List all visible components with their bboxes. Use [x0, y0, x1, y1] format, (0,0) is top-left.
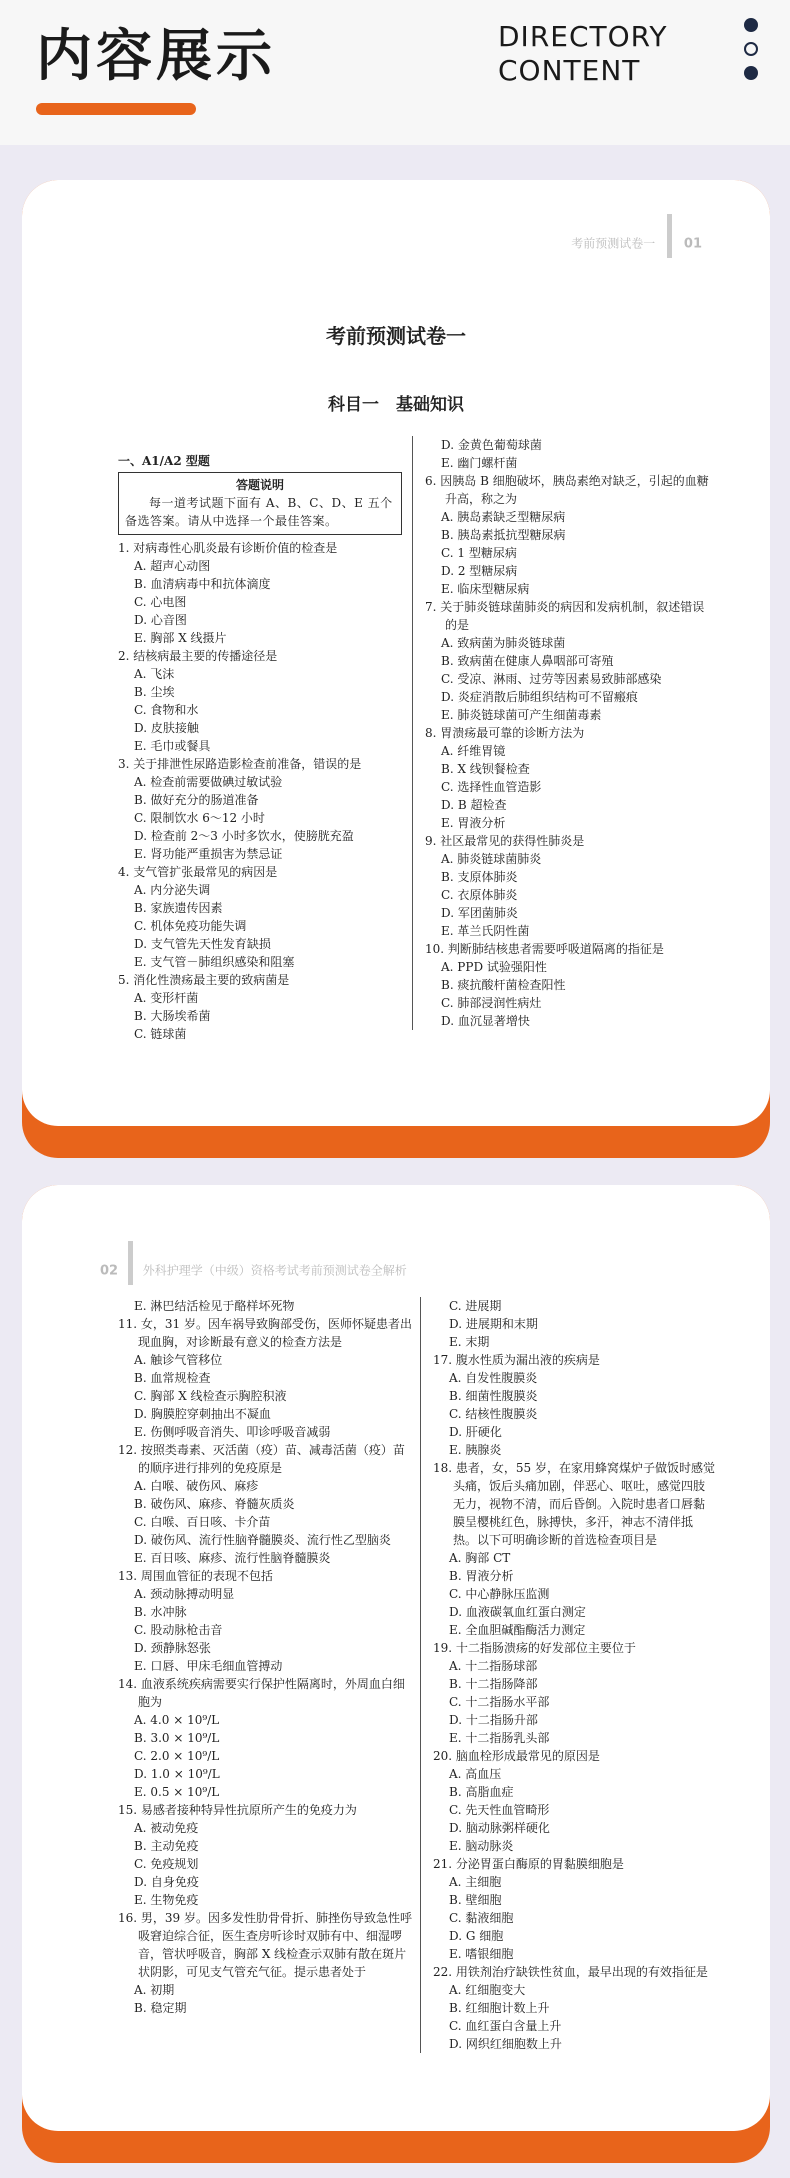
question-item: [425, 598, 712, 724]
question-option: C. 限制饮水 6～12 小时: [134, 811, 265, 825]
page-card-1: [22, 180, 770, 1158]
question-option: E. 临床型糖尿病: [441, 582, 530, 596]
question-option: B. 稳定期: [134, 2001, 187, 2015]
paper-title: 考前预测试卷一: [326, 324, 466, 348]
question-option: D. 十二指肠升部: [449, 1713, 538, 1727]
question-option: D. 炎症消散后肺组织结构可不留瘢痕: [441, 690, 638, 704]
question-option: D. 皮肤接触: [134, 721, 199, 735]
question-option: B. 水冲脉: [134, 1605, 187, 1619]
question-item: [425, 832, 712, 940]
question-stem: 3. 关于排泄性尿路造影检查前准备，错误的是: [118, 757, 362, 771]
question-option: C. 股动脉枪击音: [134, 1623, 223, 1637]
question-option: A. PPD 试验强阳性: [441, 960, 547, 974]
running-head-1: [571, 222, 702, 266]
question-option: C. 进展期: [449, 1299, 502, 1313]
header-accent-bar: [36, 103, 196, 115]
page1-right-column: [412, 436, 712, 1030]
question-stem: 18. 患者，女，55 岁，在家用蜂窝煤炉子做饭时感觉头痛，饭后头痛加剧，伴恶心、呕吐，感觉四肢无力，视物不清，而后昏倒。入院时患者口唇黏膜呈樱桃红色，脉搏快，多汗，神志不清伴抵热。以下可明确诊断的首选检查项目是: [433, 1461, 715, 1547]
question-option: C. 黏液细胞: [449, 1911, 514, 1925]
question-option: B. 尘埃: [134, 685, 175, 699]
question-option: C. 1 型糖尿病: [441, 546, 517, 560]
page-card-2-paper: [22, 1185, 770, 2131]
question-option: B. 胰岛素抵抗型糖尿病: [441, 528, 566, 542]
question-list: [118, 1315, 412, 2017]
header-subtitle-line1: DIRECTORY: [498, 20, 668, 53]
instruction-box: [118, 472, 402, 535]
page-card-2: [22, 1185, 770, 2163]
question-option: E. 0.5 × 10⁹/L: [134, 1785, 220, 1799]
continued-options: [425, 436, 712, 472]
question-option: E. 口唇、甲床毛细血管搏动: [134, 1659, 283, 1673]
question-option: B. 痰抗酸杆菌检查阳性: [441, 978, 566, 992]
question-item: [118, 971, 402, 1043]
question-option: D. 金黄色葡萄球菌: [441, 438, 542, 452]
question-option: E. 脑动脉炎: [449, 1839, 514, 1853]
question-option: D. 支气管先天性发育缺损: [134, 937, 271, 951]
question-stem: 20. 脑血栓形成最常见的原因是: [433, 1749, 600, 1763]
question-option: A. 初期: [134, 1983, 175, 1997]
question-option: A. 检查前需要做碘过敏试验: [134, 775, 283, 789]
question-option: B. 血清病毒中和抗体滴度: [134, 577, 271, 591]
question-option: E. 胃液分析: [441, 816, 506, 830]
question-list: [433, 1351, 716, 2053]
page-header: [0, 0, 790, 145]
pager-dot-icon[interactable]: [744, 18, 758, 32]
question-option: E. 百日咳、麻疹、流行性脑脊髓膜炎: [134, 1551, 331, 1565]
running-head-text: 外科护理学（中级）资格考试考前预测试卷全解析: [142, 1263, 407, 1278]
question-stem: 22. 用铁剂治疗缺铁性贫血，最早出现的有效指征是: [433, 1965, 708, 1979]
question-stem: 5. 消化性溃疡最主要的致病菌是: [118, 973, 290, 987]
question-option: C. 选择性血管造影: [441, 780, 542, 794]
question-option: E. 支气管－肺组织感染和阻塞: [134, 955, 295, 969]
question-option: A. 十二指肠球部: [449, 1659, 538, 1673]
question-option: C. 心电图: [134, 595, 187, 609]
instruction-text: 每一道考试题下面有 A、B、C、D、E 五个备选答案。请从中选择一个最佳答案。: [125, 496, 393, 528]
continued-options: [118, 1297, 412, 1315]
question-stem: 15. 易感者接种特异性抗原所产生的免疫力为: [118, 1803, 357, 1817]
question-stem: 16. 男，39 岁。因多发性肋骨骨折、肺挫伤导致急性呼吸窘迫综合征，医生查房听诊时双肺有中、细湿啰音，管状呼吸音，胸部 X 线检查示双肺有散在斑片状阴影，可见支气管充气征。提示患者处于: [118, 1911, 412, 1979]
question-option: A. 肺炎链球菌肺炎: [441, 852, 542, 866]
question-option: A. 触诊气管移位: [134, 1353, 223, 1367]
question-option: E. 革兰氏阴性菌: [441, 924, 530, 938]
question-option: C. 胸部 X 线检查示胸腔积液: [134, 1389, 287, 1403]
question-option: B. 致病菌在健康人鼻咽部可寄殖: [441, 654, 614, 668]
question-option: E. 肾功能严重损害为禁忌证: [134, 847, 283, 861]
question-option: A. 白喉、破伤风、麻疹: [134, 1479, 259, 1493]
question-option: E. 肺炎链球菌可产生细菌毒素: [441, 708, 602, 722]
question-option: C. 2.0 × 10⁹/L: [134, 1749, 220, 1763]
question-option: A. 超声心动图: [134, 559, 211, 573]
pager-dots: [744, 18, 760, 90]
section-title: 一、A1/A2 型题: [118, 454, 210, 468]
question-option: D. 检查前 2～3 小时多饮水，使膀胱充盈: [134, 829, 354, 843]
header-subtitle-en: [498, 20, 667, 88]
question-item: [433, 1459, 716, 1639]
question-option: A. 变形杆菌: [134, 991, 199, 1005]
question-item: [433, 1747, 716, 1855]
question-item: [425, 472, 712, 598]
page-card-1-paper: [22, 180, 770, 1126]
question-option: B. 细菌性腹膜炎: [449, 1389, 538, 1403]
question-option: C. 先天性血管畸形: [449, 1803, 550, 1817]
question-option: E. 胸部 X 线摄片: [134, 631, 227, 645]
question-option: D. G 细胞: [449, 1929, 504, 1943]
question-item: [118, 539, 402, 647]
question-item: [118, 1801, 412, 1909]
question-option: E. 淋巴结活检见于酪样坏死物: [134, 1299, 295, 1313]
question-item: [118, 1909, 412, 2017]
question-item: [118, 647, 402, 755]
question-option: D. 军团菌肺炎: [441, 906, 518, 920]
question-option: E. 十二指肠乳头部: [449, 1731, 550, 1745]
question-stem: 14. 血液系统疾病需要实行保护性隔离时，外周血白细胞为: [118, 1677, 405, 1709]
question-item: [425, 724, 712, 832]
question-item: [118, 755, 402, 863]
question-option: B. 十二指肠降部: [449, 1677, 538, 1691]
question-stem: 13. 周围血管征的表现不包括: [118, 1569, 273, 1583]
question-option: C. 白喉、百日咳、卡介苗: [134, 1515, 271, 1529]
question-option: A. 高血压: [449, 1767, 502, 1781]
question-option: B. 高脂血症: [449, 1785, 514, 1799]
question-option: D. 自身免疫: [134, 1875, 199, 1889]
question-option: D. B 超检查: [441, 798, 507, 812]
page-number: 01: [683, 236, 702, 252]
question-item: [118, 1441, 412, 1567]
continued-options: [433, 1297, 716, 1351]
question-option: B. 支原体肺炎: [441, 870, 518, 884]
question-option: E. 嗜银细胞: [449, 1947, 514, 1961]
question-option: A. 内分泌失调: [134, 883, 211, 897]
question-option: C. 机体免疫功能失调: [134, 919, 247, 933]
question-stem: 10. 判断肺结核患者需要呼吸道隔离的指征是: [425, 942, 664, 956]
question-item: [118, 863, 402, 971]
question-option: D. 网织红细胞数上升: [449, 2037, 562, 2051]
question-item: [118, 1675, 412, 1801]
question-option: D. 颈静脉怒张: [134, 1641, 211, 1655]
question-option: B. 主动免疫: [134, 1839, 199, 1853]
question-option: C. 血红蛋白含量上升: [449, 2019, 562, 2033]
page2-left-column: [118, 1297, 412, 2017]
question-stem: 11. 女，31 岁。因车祸导致胸部受伤，医师怀疑患者出现血胸，对诊断最有意义的检查方法是: [118, 1317, 412, 1349]
question-option: D. 肝硬化: [449, 1425, 502, 1439]
question-option: D. 胸膜腔穿刺抽出不凝血: [134, 1407, 271, 1421]
question-option: E. 伤侧呼吸音消失、叩诊呼吸音减弱: [134, 1425, 331, 1439]
question-stem: 4. 支气管扩张最常见的病因是: [118, 865, 278, 879]
question-stem: 6. 因胰岛 B 细胞破坏，胰岛素绝对缺乏，引起的血糖升高，称之为: [425, 474, 709, 506]
question-option: D. 脑动脉粥样硬化: [449, 1821, 550, 1835]
question-option: B. 壁细胞: [449, 1893, 502, 1907]
question-list: [425, 472, 712, 1030]
question-option: C. 中心静脉压监测: [449, 1587, 550, 1601]
question-item: [433, 1963, 716, 2053]
paper-subtitle: 科目一 基础知识: [328, 395, 464, 415]
question-option: B. 家族遗传因素: [134, 901, 223, 915]
question-stem: 21. 分泌胃蛋白酶原的胃黏膜细胞是: [433, 1857, 624, 1871]
question-option: D. 心音图: [134, 613, 187, 627]
question-option: D. 进展期和末期: [449, 1317, 538, 1331]
question-option: A. 胰岛素缺乏型糖尿病: [441, 510, 566, 524]
question-stem: 9. 社区最常见的获得性肺炎是: [425, 834, 585, 848]
question-option: A. 纤维胃镜: [441, 744, 506, 758]
question-option: E. 末期: [449, 1335, 490, 1349]
running-head-text: 考前预测试卷一: [571, 236, 656, 251]
question-option: C. 受凉、淋雨、过劳等因素易致肺部感染: [441, 672, 662, 686]
question-option: A. 颈动脉搏动明显: [134, 1587, 235, 1601]
question-option: C. 衣原体肺炎: [441, 888, 518, 902]
question-option: B. X 线钡餐检查: [441, 762, 530, 776]
question-option: B. 红细胞计数上升: [449, 2001, 550, 2015]
page2-right-column: [420, 1297, 716, 2053]
page-number: 02: [100, 1263, 119, 1279]
running-head-bar: [667, 214, 672, 258]
instruction-title: 答题说明: [235, 478, 284, 492]
question-option: C. 肺部浸润性病灶: [441, 996, 542, 1010]
running-head-2: [100, 1249, 407, 1293]
question-item: [118, 1315, 412, 1441]
question-stem: 19. 十二指肠溃疡的好发部位主要位于: [433, 1641, 636, 1655]
question-option: B. 大肠埃希菌: [134, 1009, 211, 1023]
question-option: B. 做好充分的肠道准备: [134, 793, 259, 807]
question-option: D. 2 型糖尿病: [441, 564, 518, 578]
question-stem: 17. 腹水性质为漏出液的疾病是: [433, 1353, 600, 1367]
question-option: B. 胃液分析: [449, 1569, 514, 1583]
question-stem: 1. 对病毒性心肌炎最有诊断价值的检查是: [118, 541, 338, 555]
question-option: B. 血常规检查: [134, 1371, 211, 1385]
question-option: E. 幽门螺杆菌: [441, 456, 518, 470]
header-subtitle-line2: CONTENT: [498, 54, 641, 87]
page1-left-column: [118, 452, 402, 1043]
question-option: E. 生物免疫: [134, 1893, 199, 1907]
question-option: C. 食物和水: [134, 703, 199, 717]
header-title: 内容展示: [36, 24, 276, 89]
question-option: A. 胸部 CT: [449, 1551, 511, 1565]
running-head-bar: [128, 1241, 133, 1285]
question-option: A. 自发性腹膜炎: [449, 1371, 538, 1385]
question-option: A. 红细胞变大: [449, 1983, 526, 1997]
question-option: C. 免疫规划: [134, 1857, 199, 1871]
question-option: C. 结核性腹膜炎: [449, 1407, 538, 1421]
question-option: A. 主细胞: [449, 1875, 502, 1889]
question-stem: 2. 结核病最主要的传播途径是: [118, 649, 278, 663]
question-option: D. 血沉显著增快: [441, 1014, 530, 1028]
question-item: [433, 1855, 716, 1963]
question-option: E. 毛巾或餐具: [134, 739, 211, 753]
question-item: [433, 1351, 716, 1459]
question-option: A. 致病菌为肺炎链球菌: [441, 636, 566, 650]
question-option: A. 飞沫: [134, 667, 175, 681]
question-item: [118, 1567, 412, 1675]
question-item: [433, 1639, 716, 1747]
question-option: A. 4.0 × 10⁹/L: [134, 1713, 220, 1727]
question-option: D. 1.0 × 10⁹/L: [134, 1767, 220, 1781]
question-option: B. 破伤风、麻疹、脊髓灰质炎: [134, 1497, 295, 1511]
question-item: [425, 940, 712, 1030]
pager-dot-icon[interactable]: [744, 66, 758, 80]
question-list: [118, 539, 402, 1043]
question-stem: 12. 按照类毒素、灭活菌（疫）苗、减毒活菌（疫）苗的顺序进行排列的免疫原是: [118, 1443, 405, 1475]
pager-dot-icon[interactable]: [744, 42, 758, 56]
question-option: E. 全血胆碱酯酶活力测定: [449, 1623, 586, 1637]
question-option: C. 十二指肠水平部: [449, 1695, 550, 1709]
question-option: D. 血液碳氧血红蛋白测定: [449, 1605, 586, 1619]
question-option: C. 链球菌: [134, 1027, 187, 1041]
question-option: D. 破伤风、流行性脑脊髓膜炎、流行性乙型脑炎: [134, 1533, 391, 1547]
question-option: B. 3.0 × 10⁹/L: [134, 1731, 220, 1745]
question-option: E. 胰腺炎: [449, 1443, 502, 1457]
question-stem: 8. 胃溃疡最可靠的诊断方法为: [425, 726, 585, 740]
question-stem: 7. 关于肺炎链球菌肺炎的病因和发病机制，叙述错误的是: [425, 600, 705, 632]
question-option: A. 被动免疫: [134, 1821, 199, 1835]
